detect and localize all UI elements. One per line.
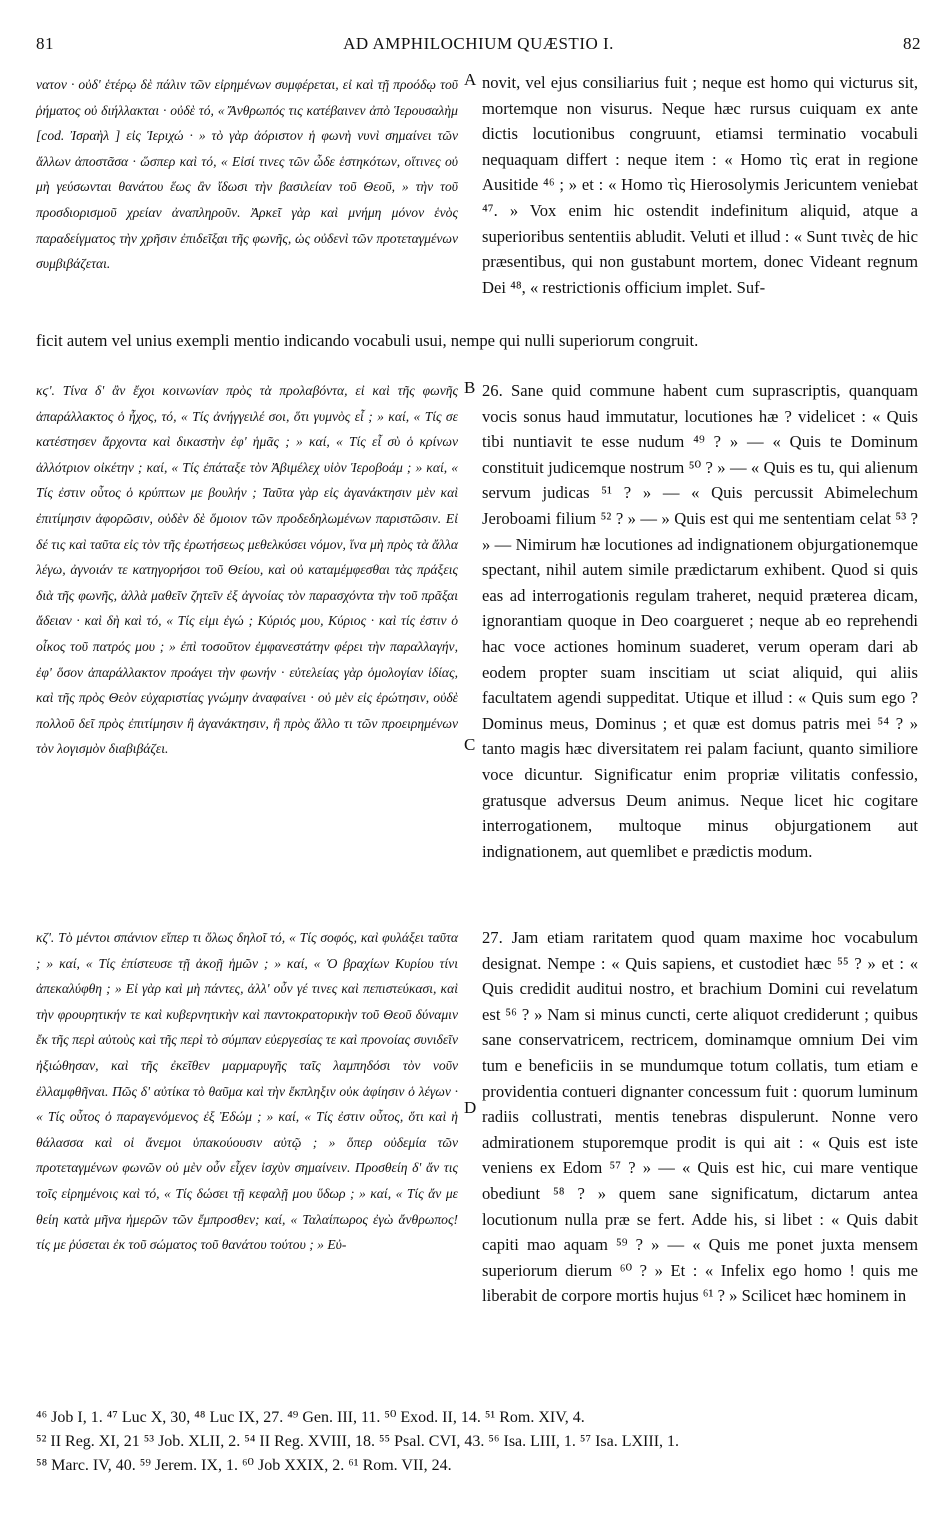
margin-marker-c: C <box>464 735 476 754</box>
page-header <box>36 34 921 58</box>
page-number-left: 81 <box>36 34 54 53</box>
footnote-line-1: ⁴⁶ Job I, 1. ⁴⁷ Luc X, 30, ⁴⁸ Luc IX, 27. ⁴⁹ Gen. III, 11. ⁵⁰ Exod. II, 14. ⁵¹ Rom. XIV, 4. <box>36 1409 585 1426</box>
greek-paragraph-1: νατον · οὐδ' ἑτέρῳ δὲ πάλιν τῶν εἰρημένων συμφέρεται, εἰ καὶ τῇ προόδῳ τοῦ ῥήματος οὐ διήλλακται · οὐδὲ τό, « Ἄνθρωπός τις κατέβαινεν ἀπὸ Ἱερουσαλὴμ [cod. Ἰσραὴλ ] εἰς Ἱεριχώ · » τὸ γὰρ ἀόριστον ἡ φωνὴ νυνὶ σημαίνει τῶν ἄλλων ἀποστᾶσα · ὥσπερ καὶ τό, « Εἰσί τινες τῶν ὧδε ἑστηκότων, οἵτινες οὐ μὴ γεύσωνται θανάτου ἕως ἂν ἴδωσι τὴν βασιλείαν τοῦ Θεοῦ, » τὴν τοῦ προσδιορισμοῦ χρείαν ἀναπληροῦν. Ἀρκεῖ γὰρ καὶ μνήμη μόνον ἑνὸς παραδείγματος τὴν χρῆσιν ἐπιδεῖξαι τῆς φωνῆς, ὡς οὐδενὶ τῶν προτεταγμένων συμβιβάζεται. <box>36 77 458 272</box>
latin-paragraph-27: 27. Jam etiam raritatem quod quam maxime hoc vocabulum designat. Nempe : « Quis sapiens, et custodiet hæc ⁵⁵ ? » et : « Quis credidit auditui nostro, et brachium Domini cui revelatum est ⁵⁶ ? » Nam si minus cuncti, certe aliquot crediderunt ; quibus sane conservatricem, rectricem, dominamque omnium Dei vim tum e beneficiis in se mundumque totum collatis, tum etiam e providentia contueri dignanter concessum fuit : quorum luminum radiis collustrati, mentis tenebras dispulerunt. Nonne vero admirationem stuporemque prodit is qui ait : « Quis est iste veniens ex Edom ⁵⁷ ? » — « Quis est hic, cui mare ventique obediunt ⁵⁸ ? » quem sane significatum, dictarum antea locutionum nulla præ se fert. Adde his, si libet : « Quis dabit capiti mao aquam ⁵⁹ ? » — « Quis me ponet juxta mensem superiorum dierum ⁶⁰ ? » Et : « Infelix ego homo ! quis me liberabit de corpore mortis hujus ⁶¹ ? » Scilicet hæc hominem in <box>482 928 918 1306</box>
latin-paragraph-26: 26. Sane quid commune habent cum suprascriptis, quanquam vocis sonus haud immutatur, locutiones hæ ? videlicet : « Quis tibi nuntiavit te esse nudum ⁴⁹ ? » — « Quis te Dominum constituit judicemque nostrum ⁵⁰ ? » — « Quis es tu, qui alienum servum judicas ⁵¹ ? » — « Quis percussit Abimelechum Jeroboami filium ⁵² ? » — » Quis est qui me sententiam celat ⁵³ ? » — Nimirum hæ locutiones ad indignationem objurgationemque spectant, nihil autem simile prædictarum exhibent. Quod si quis eas ad interrogationis regulam traheret, nequid præterea dicam, ignorantiam quoque in Deo coargueret ; neque ab eo reprehendi hac voce actiones hominum suaderet, verum operam dari ab eodem propter suam inscitiam ut sciat aliquid, qui aliis facultatem agendi suppeditat. Utique et illud : « Quis sum ego ? Dominus meus, Dominus ; et quæ est domus patris mei ⁵⁴ ? » tanto magis hæc diversitatem rei palam faciunt, quanto similiore voce dicuntur. Significatur enim propriæ vilitatis confessio, gratusque adversus Deum animus. Neque licet hic cogitare interrogationem, multoque minus objurgationem aut indignationem, aut quemlibet e prædictis modum. <box>482 381 918 861</box>
margin-marker-b: B <box>464 378 476 397</box>
footnotes <box>36 1406 918 1478</box>
footnote-line-2: ⁵² II Reg. XI, 21 ⁵³ Job. XLII, 2. ⁵⁴ II Reg. XVIII, 18. ⁵⁵ Psal. CVI, 43. ⁵⁶ Isa. LIII, 1. ⁵⁷ Isa. LXIII, 1. <box>36 1433 680 1450</box>
margin-marker-a: A <box>464 70 477 89</box>
greek-paragraph-3: κζ'. Τὸ μέντοι σπάνιον εἴπερ τι ὅλως δηλοῖ τό, « Τίς σοφός, καὶ φυλάξει ταῦτα ; » καί, « Τίς ἐπίστευσε τῇ ἀκοῇ ἡμῶν ; » καί, « Ὁ βραχίων Κυρίου τίνι ἀπεκαλύφθη ; » Εἰ γὰρ καὶ μὴ πάντες, ἀλλ' οὖν γέ τινες καὶ πεπιστεύκασι, καὶ τὴν φρουρητικήν τε καὶ κυβερνητικὴν καὶ παντοκρατορικὴν τοῦ Θεοῦ δύναμιν ἔκ τῆς περὶ αὐτοὺς καὶ τῆς περὶ τὸ σύμπαν εὐεργεσίας τε καὶ προνοίας συνιδεῖν ἠξιώθησαν, καὶ τῆς ἐκεῖθεν μαρμαρυγῆς ταῖς λαμπηδόσι τὸν νοῦν ἐλλαμφθῆναι. Πῶς δ' αὐτίκα τὸ θαῦμα καὶ τὴν ἔκπληξιν οὐκ ἀφίησιν ὁ λέγων · « Τίς οὗτος ὁ παραγενόμενος ἐξ Ἐδώμ ; » καί, « Τίς ἐστιν οὗτος, ὅτι καὶ ἡ θάλασσα καὶ οἱ ἄνεμοι ὑπακούουσιν αὐτῷ ; » ὅπερ οὐδεμία τῶν προτεταγμένων φωνῶν οὐ μὲν οὖν εἶχεν ἰσχὺν σημαίνειν. Προσθείη δ' ἄν τις τοῖς εἰρημένοις καὶ τό, « Τίς δώσει τῇ κεφαλῇ μου ὕδωρ ; » καί, « Τίς ἄν με θείη κατὰ μῆνα ἡμερῶν τῶν ἔμπροσθεν; καί, « Ταλαίπωρος ἐγὼ ἄνθρωπος! τίς με ῥύσεται ἐκ τοῦ σώματος τοῦ θανάτου τούτου ; » Εὐ- <box>36 930 458 1253</box>
greek-paragraph-2: κϛ'. Τίνα δ' ἂν ἔχοι κοινωνίαν πρὸς τὰ προλαβόντα, εἰ καὶ τῆς φωνῆς ἀπαράλλακτος ὁ ἦχος, τό, « Τίς ἀνήγγειλέ σοι, ὅτι γυμνὸς εἶ ; » καί, « Τίς σε κατέστησεν ἄρχοντα καὶ δικαστὴν ἐφ' ἡμᾶς ; » καί, « Τίς εἶ σὺ ὁ κρίνων ἀλλότριον οἰκέτην ; καί, « Τίς ἐπάταξε τὸν Ἀβιμέλεχ υἱὸν Ἱεροβοάμ ; » καί, « Τίς ἐστιν οὗτος ὁ κρύπτων με βουλήν ; Ταῦτα γὰρ εἰς ἀγανάκτησιν μὲν καὶ ἐπιτίμησιν ἀφορῶσιν, οὐδὲν δὲ ὅμοιον τῶν προδεδηλωμένων παριστῶσιν. Εἰ δέ τις καὶ ταῦτα εἰς τὸν τῆς ἐρωτήσεως μεθελκύσει νόμον, ἵνα μὴ πρὸς τὰ ἄλλα λέγω, ἀγνοιάν τε κατηγορήσοι τοῦ Θείου, καὶ οὐ καταμέμφεσθαι τὰς πράξεις διὰ τῆς φωνῆς, ἀλλὰ μαθεῖν ζητεῖν ἐξ ἀγνοίας τὸν παρασχόντα τὴν τοῦ πρᾶξαι ἄδειαν · καὶ δὴ καὶ τό, « Τίς εἰμι ἐγώ ; Κύριός μου, Κύριος · καὶ τίς ἐστιν ὁ οἶκος τοῦ πατρός μου ; » ἐπὶ τοσοῦτον ἐμφανεστάτην φέρει τὴν παραλλαγήν, ἐφ' ὅσον ἀπαράλλακτον προάγει τὴν φωνήν · εὐτελείας γὰρ ὁμολογίαν ἰδίας, καὶ τῆς πρὸς Θεὸν εὐχαριστίας γνώμην ἀναφαίνει · οὐ μὲν εἰς ἐρώτησιν, οὐδὲ πολλοῦ δεῖ πρὸς ἐπιτίμησιν ἢ ἀγανάκτησιν, ἢ πρὸς ἄλλο τι τῶν προειρημένων τὸν λογισμὸν διαβιβάζει. <box>36 383 458 757</box>
running-title: AD AMPHILOCHIUM QUÆSTIO I. <box>343 34 614 53</box>
margin-marker-d: D <box>464 1098 477 1117</box>
page-number-right: 82 <box>903 34 921 53</box>
latin-fullwidth-continuation: ficit autem vel unius exempli mentio indicando vocabuli usui, nempe qui nulli superiorum congruit. <box>36 331 699 350</box>
latin-paragraph-1: novit, vel ejus consiliarius fuit ; neque est homo qui victurus sit, mortemque non visurus. Neque hæc rursus cuiquam ex ante dictis locutionibus congruunt, etiamsi terminatio vocabuli nequaquam differt : neque item : « Homo τὶς erat in regione Ausitide ⁴⁶ ; » et : « Homo τὶς Hierosolymis Jericuntem veniebat ⁴⁷. » Vox enim hic ostendit indefinitum aliquid, atque a superioribus sententiis abludit. Veluti et illud : « Sunt τινὲς de hic præsentibus, qui non gustabunt mortem, donec Videant regnum Dei ⁴⁸, « restrictionis officium implet. Suf- <box>482 73 918 297</box>
footnote-line-3: ⁵⁸ Marc. IV, 40. ⁵⁹ Jerem. IX, 1. ⁶⁰ Job XXIX, 2. ⁶¹ Rom. VII, 24. <box>36 1457 452 1474</box>
